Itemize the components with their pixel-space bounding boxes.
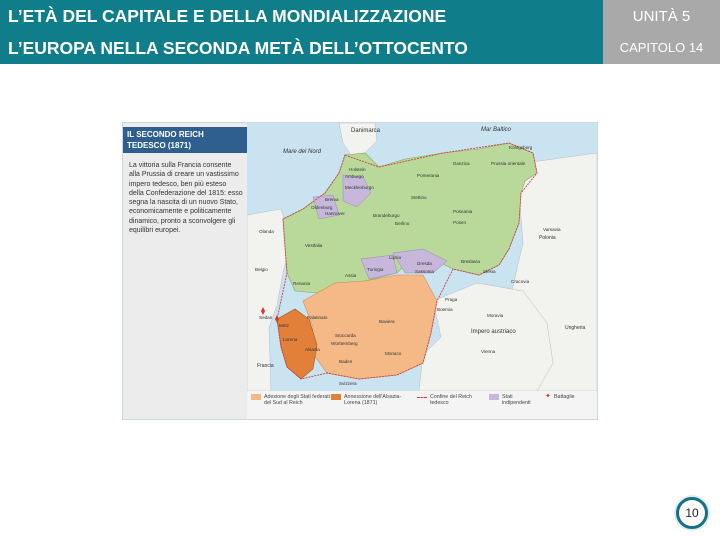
map-label-slesia: Slesia: [483, 269, 496, 274]
map-label-polonia: Polonia: [539, 235, 556, 241]
map-label-stoccarda: Stoccarda: [335, 333, 356, 338]
figure-side-panel: [123, 123, 247, 419]
map-label-lipsia: Lipsia: [389, 255, 402, 260]
map-label-olanda: Olanda: [259, 229, 274, 234]
figure-title-line2: TEDESCO (1871): [127, 141, 192, 150]
figure-title-line1: IL SECONDO REICH: [127, 130, 204, 139]
chapter-title: L’EUROPA NELLA SECONDA METÀ DELL’OTTOCENTO: [8, 38, 468, 58]
map-label-sedan: Sedan: [259, 315, 273, 320]
legend-swatch-independent-states: [489, 394, 499, 400]
figure-caption: La vittoria sulla Francia consente alla Prussia di creare un vastissimo impero tedesco, ben più esteso della Confederazione del 1815: esso segna la nascita di un nuovo Stato, economicamente e politicamente dinamico, pronto a sconvolgere gli equilibri europei.: [129, 162, 243, 235]
map-label-praga: Praga: [445, 297, 458, 302]
figure-title: [123, 127, 247, 153]
map-label-hannover: Hannover: [325, 211, 345, 216]
map-label-mare-del-nord: Mare del Nord: [283, 149, 322, 155]
map-label-baden: Baden: [339, 359, 353, 364]
unit-chapter-box: [603, 0, 720, 64]
map-label-sassonia: Sassonia: [415, 269, 434, 274]
map-label-turingia: Turingia: [367, 267, 384, 272]
map-label-belgio: Belgio: [255, 267, 268, 272]
map-label-brandeburgo: Brandeburgo: [373, 213, 400, 218]
map-label-ungheria: Ungheria: [565, 325, 586, 331]
map-label-lorena: Lorena: [283, 337, 298, 342]
map-label-oldenburg: Oldenburg: [311, 205, 333, 210]
legend-swatch-alsace-lorraine: [331, 394, 341, 400]
legend-label-southern-states: Adesione degli Stati federati del Sud al Reich: [264, 394, 330, 406]
southern-states-region: [303, 275, 437, 379]
map-label-danimarca: Danimarca: [351, 128, 381, 134]
map-label-renania: Renania: [293, 281, 311, 286]
page-number-badge: 10: [676, 497, 708, 529]
map-label-posnania: Posnania: [453, 209, 473, 214]
map-label-vestfalia: Vestfalia: [305, 243, 323, 248]
map-label-poznan: Posen: [453, 220, 467, 225]
map-label-moravia: Moravia: [487, 313, 504, 318]
legend-label-independent-states: Stati indipendenti: [502, 394, 531, 406]
map-svg: [247, 123, 597, 391]
map-label-pomerania: Pomerania: [417, 173, 440, 178]
map-label-boemia: Boemia: [437, 307, 453, 312]
map-area: [247, 123, 597, 391]
map-label-varsavia: Varsavia: [543, 227, 561, 232]
map-label-metz: Metz: [279, 323, 289, 328]
map-label-breslavia: Breslavia: [461, 259, 480, 264]
map-label-prussia-orientale: Prussia orientale: [491, 161, 526, 166]
map-label-mecklenburg: Mecklenburgo: [345, 185, 374, 190]
map-label-vienna: Vienna: [481, 349, 496, 354]
unit-label: UNITÀ 5: [632, 8, 691, 25]
map-label-assia: Assia: [345, 273, 357, 278]
legend-label-battles: Battaglie: [554, 394, 575, 400]
map-label-palatinato: Palatinato: [307, 315, 328, 320]
legend-label-reich-border: Confine del Reich tedesco: [430, 394, 472, 406]
map-label-impero-austriaco: Impero austriaco: [471, 329, 516, 335]
legend-swatch-southern-states: [251, 394, 261, 400]
map-label-svizzera: Svizzera: [339, 381, 357, 386]
map-label-monaco: Monaco: [385, 351, 402, 356]
map-label-baviera: Baviera: [379, 319, 395, 324]
map-label-konigsberg: Königsberg: [509, 145, 533, 150]
map-label-stettino: Stettino: [411, 195, 427, 200]
map-label-berlino: Berlino: [395, 221, 410, 226]
map-label-dresda: Dresda: [417, 261, 432, 266]
chapter-label: CAPITOLO 14: [619, 40, 704, 55]
map-label-cracovia: Cracovia: [511, 279, 530, 284]
map-label-amburgo: Amburgo: [345, 174, 364, 179]
header-band: [0, 0, 603, 64]
map-figure: [122, 122, 598, 420]
map-label-holstein: Holstein: [349, 167, 366, 172]
map-label-mare-baltico: Mar Baltico: [481, 127, 512, 133]
legend-swatch-reich-border: [417, 397, 427, 398]
map-label-francia: Francia: [257, 363, 274, 369]
battle-icon: ✦: [545, 393, 551, 400]
map-label-wurttemberg: Württemberg: [331, 341, 358, 346]
map-label-danzica: Danzica: [453, 161, 470, 166]
map-legend: [247, 391, 597, 419]
legend-label-alsace-lorraine: Annessione dell'Alsazia-Lorena (1871): [344, 394, 402, 406]
unit-title: L’ETÀ DEL CAPITALE E DELLA MONDIALIZZAZIONE: [8, 6, 447, 26]
map-label-brema: Brema: [325, 197, 339, 202]
map-label-alsazia: Alsazia: [305, 347, 320, 352]
